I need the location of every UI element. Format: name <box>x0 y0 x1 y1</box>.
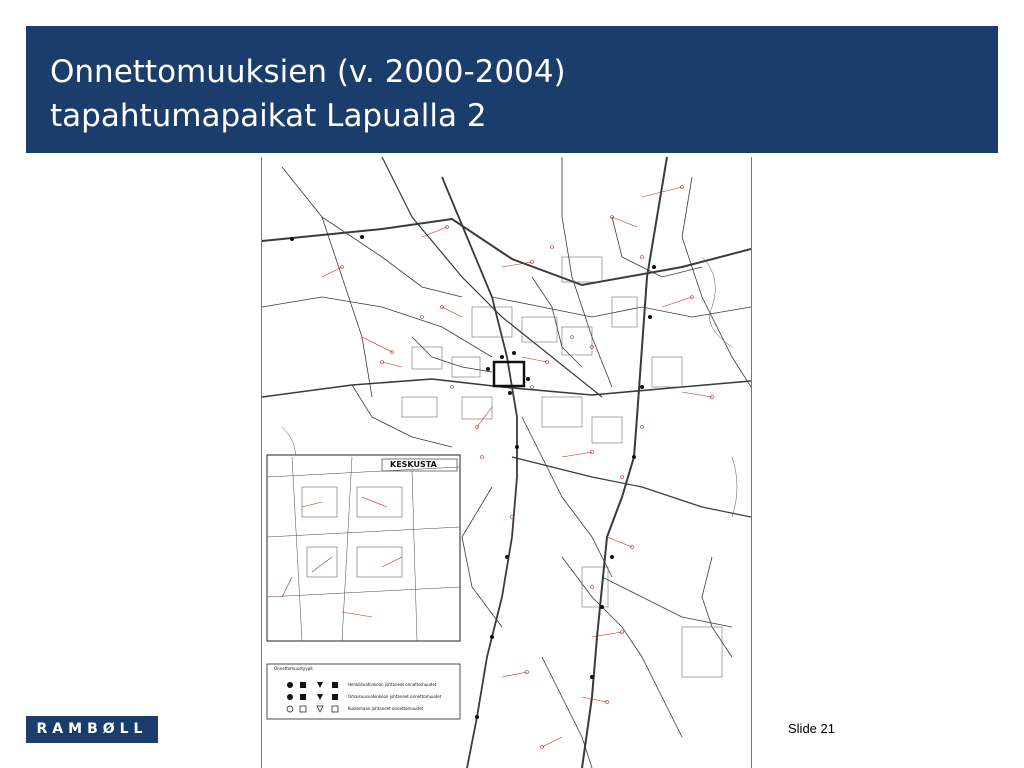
ramboll-logo <box>26 716 158 743</box>
slide-title-line-1: Onnettomuuksien (v. 2000-2004) <box>50 54 566 90</box>
inset-label: KESKUSTA <box>390 460 437 469</box>
slide-title-line-2: tapahtumapaikat Lapualla 2 <box>50 98 487 134</box>
town-centre-inset <box>267 455 460 641</box>
legend-row-2: Omaisuusvahinkoon johtaneet onnettomuudet <box>348 694 442 699</box>
legend-row-1: Henkilövahinkoon johtaneet onnettomuudet <box>348 682 437 687</box>
accident-map <box>261 157 752 768</box>
title-bar <box>26 26 998 153</box>
legend-row-3: Kuolemaan johtaneet onnettomuudet <box>348 706 424 711</box>
logo-text: RAMBØLL <box>36 721 148 737</box>
slide-number: Slide 21 <box>788 721 835 736</box>
legend-title: Onnettomuustyypit <box>274 666 313 671</box>
